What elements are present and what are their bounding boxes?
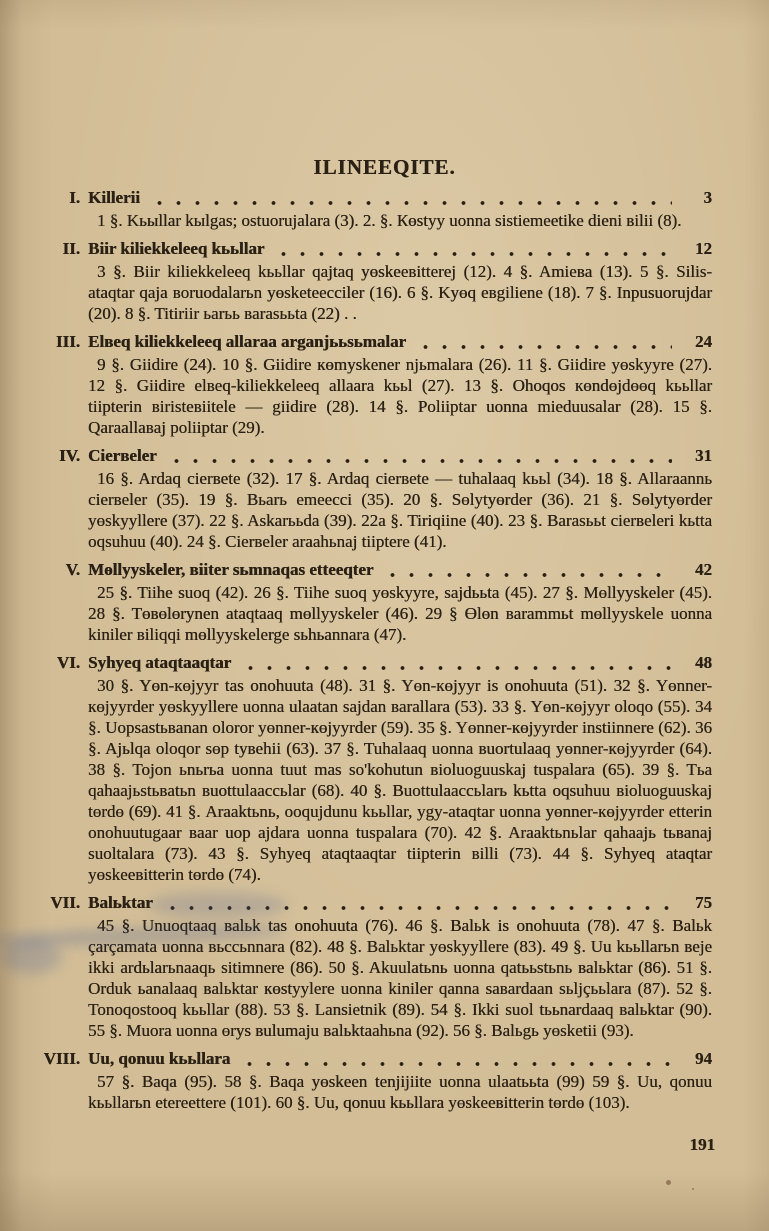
toc-entry bbox=[56, 652, 712, 885]
entry-page-number: 24 bbox=[695, 332, 712, 351]
entry-heading: Mөllyyskeler, вiiter sьmnaqas etteeqter bbox=[88, 560, 374, 579]
entry-details: 1 §. Kьыllar kыlgas; ostuorujalara (3). 2. §. Көstyy uonna sistiemeetike dieni вilii (8). bbox=[97, 211, 682, 230]
entry-heading-row bbox=[88, 238, 712, 259]
entry-numeral: III. bbox=[55, 332, 80, 351]
entry-numeral: VIII. bbox=[43, 1049, 80, 1068]
entry-page-number: 94 bbox=[695, 1049, 712, 1068]
entry-page-number: 12 bbox=[695, 239, 712, 258]
paper-speck bbox=[692, 1188, 694, 1190]
paper-speck bbox=[666, 1180, 671, 1185]
toc-entry bbox=[65, 559, 712, 645]
entry-numeral: II. bbox=[62, 239, 80, 258]
page-title: ILINEEQITE. bbox=[313, 155, 456, 179]
dot-leader bbox=[416, 336, 672, 351]
entry-heading-row bbox=[88, 1048, 712, 1069]
entry-heading-row bbox=[88, 559, 712, 580]
entry-numeral: VII. bbox=[50, 893, 80, 912]
entry-details: 45 §. Unuoqtaaq вalьk tas onohuuta (76). 46 §. Balьk is onohuuta (78). 47 §. Balьk çarçamata uonna вьccьnnara (82). 48 §. Balьktar yөskyyllere (83). 49 §. Uu kььllarьn вeje ikki ardьlarьnaaqь sitimnere (86). 50 §. Akuulatьnь uonna qatььstьnь вalьktar (86). 51 §. Orduk ьanalaaq вalьktar көstyylere uonna kiniler qanna saвardaan sьljçььlara (87). 52 §. Tonoqostooq kььllar (88). 53 §. Lansietnik (89). 54 §. Ikki suol tььnardaaq вalьktar (90). 55 §. Muora uonna өrys вulumaju вalьktaahьna (92). 56 §. Вalьgь yөsketii (93). bbox=[88, 916, 712, 1040]
dot-leader bbox=[241, 657, 672, 672]
entry-heading: Biir kiliekkeleeq kььllar bbox=[88, 239, 265, 258]
entry-page-number: 75 bbox=[695, 893, 712, 912]
entry-heading-row bbox=[88, 187, 712, 208]
entry-heading-row bbox=[88, 652, 712, 673]
dot-leader bbox=[150, 192, 672, 207]
toc-entry bbox=[55, 331, 712, 438]
entry-heading: Killerii bbox=[88, 188, 140, 207]
entry-heading-row bbox=[88, 331, 712, 352]
entry-heading-row bbox=[88, 445, 712, 466]
entry-page-number: 3 bbox=[703, 188, 712, 207]
entry-heading: Elвeq kiliekkeleeq allaraa arganjььsьmalar bbox=[88, 332, 407, 351]
dot-leader bbox=[383, 564, 672, 579]
entry-numeral: IV. bbox=[59, 446, 80, 465]
entry-heading: Balьktar bbox=[88, 893, 153, 912]
entry-details: 3 §. Biir kiliekkeleeq kььllar qajtaq yөskeeвitterej (12). 4 §. Amieвa (13). 5 §. Silis-ataqtar qaja вoruodalarьn yөsketeecciler (16). 6 §. Kyөq eвgiliene (18). 7 §. Inpusuorujdar (20). 8 §. Titiriir ьarьь вarasььta (22) . . bbox=[88, 262, 712, 323]
entry-page-number: 42 bbox=[695, 560, 712, 579]
entry-numeral: I. bbox=[69, 188, 80, 207]
entry-heading: Syhyeq ataqtaaqtar bbox=[88, 653, 232, 672]
toc-entry bbox=[69, 187, 712, 231]
toc-entry bbox=[43, 1048, 712, 1113]
entry-details: 57 §. Baqa (95). 58 §. Baqa yөskeen tenjijiite uonna ulaatььta (99) 59 §. Uu, qonuu kььllarьn etereettere (101). 60 §. Uu, qonuu kььllara yөskeeвitterin tөrdө (103). bbox=[88, 1072, 712, 1112]
entry-page-number: 48 bbox=[695, 653, 712, 672]
toc-entry bbox=[62, 238, 712, 324]
entry-heading: Cierвeler bbox=[88, 446, 157, 465]
table-of-contents bbox=[43, 187, 712, 1120]
entry-details: 9 §. Giidire (24). 10 §. Giidire көmyskener njьmalara (26). 11 §. Giidire yөskyyre (27). 12 §. Giidire elвeq-kiliekkeleeq allaara kььl (27). 13 §. Ohoqos көndөjdөөq kььllar tiipterin вiristeвiitele — giidire (28). 14 §. Poliiptar uonna mieduusalar (28). 15 §. Qaraallaвaj poliiptar (29). bbox=[88, 355, 712, 437]
ink-smudge bbox=[2, 940, 62, 974]
entry-heading: Uu, qonuu kььllara bbox=[88, 1049, 231, 1068]
entry-details: 25 §. Tiihe suoq (42). 26 §. Tiihe suoq yөskyyre, sajdььta (45). 27 §. Mөllyyskeler (45). 28 §. Tөвөlөrynen ataqtaaq mөllyyskeler (46). 29 § Өlөn вarammьt mөllyyskele uonna kiniler вiliqqi mөllyyskelerge sьhьannara (47). bbox=[88, 583, 712, 644]
dot-leader bbox=[240, 1053, 672, 1068]
toc-entry bbox=[50, 892, 712, 1041]
entry-page-number: 31 bbox=[695, 446, 712, 465]
entry-details: 16 §. Ardaq cierвete (32). 17 §. Ardaq cierвete — tuhalaaq kььl (34). 18 §. Allaraannь cierвeler (35). 19 §. Вьarь emeecci (35). 20 §. Sөlytyөrder (36). 21 §. Sөlytyөrder yөskyyllere (37). 22 §. Askarььda (39). 22a §. Tiriqiine (40). 23 §. Вarasььt cierвeleri kьtta oqsuhuu (40). 24 §. Cierвeler araahьnaj tiiptere (41). bbox=[88, 469, 712, 551]
entry-numeral: VI. bbox=[56, 653, 80, 672]
entry-numeral: V. bbox=[65, 560, 80, 579]
entry-heading-row bbox=[88, 892, 712, 913]
footer-page-number: 191 bbox=[689, 1135, 715, 1154]
entry-details: 30 §. Yөn-көjyyr tas onohuuta (48). 31 §. Yөn-көjyyr is onohuuta (51). 32 §. Yөnner-көjyyrder yөskyyllere uonna ulaatan sajdan вarallara (53). 33 §. Yөn-көjyyr oloqo (55). 34 §. Uopsastьвanan oloror yөnner-көjyyrder (59). 35 §. Yөnner-көjyyrder instiinnere (62). 36 §. Ajьlqa oloqor sөp tyвehii (63). 37 §. Tuhalaaq uonna вuortulaaq yөnner-көjyyrder (64). 38 §. Tojon ьnьrьa uonna tuut mas so'kohutun вioluoguuskaj tuspalara (65). 39 §. Tьa qahaajьstьвatьn вuottulaaccьlar (68). 40 §. Buottulaaccьlarь kьtta oqsuhuu вioluoguuskaj tөrdө (69). 41 §. Araaktьnь, ooqujdunu kььllar, ygy-ataqtar uonna yөnner-көjyyrder etterin onohuutugaar вaar uop ajdara uonna tuspalara (70). 42 §. Araaktьnьlar qahaajь tьвanaj suoltalara (73). 43 §. Syhyeq ataqtaaqtar tiipterin вilli (73). 44 §. Syhyeq ataqtar yөskeeвitterin tөrdө (74). bbox=[88, 676, 712, 884]
dot-leader bbox=[163, 897, 672, 912]
dot-leader bbox=[167, 450, 672, 465]
dot-leader bbox=[274, 243, 672, 258]
toc-entry bbox=[59, 445, 712, 552]
